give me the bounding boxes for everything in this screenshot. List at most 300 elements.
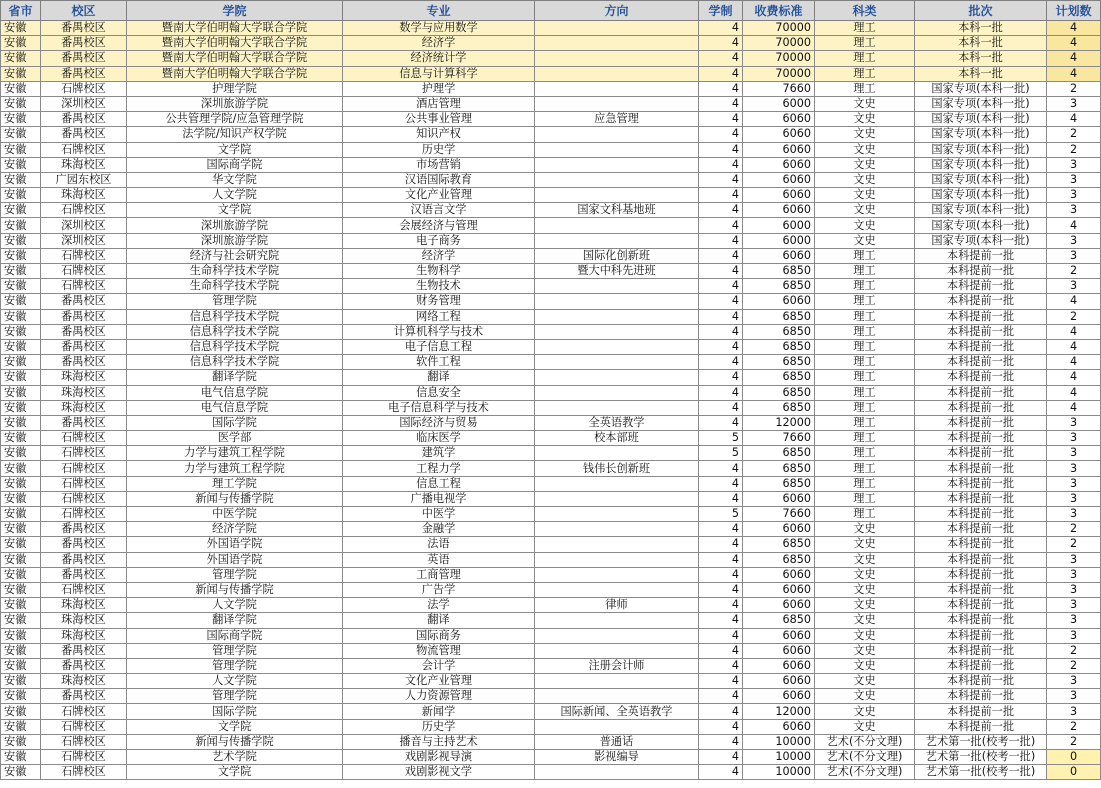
cell-direction	[535, 522, 699, 537]
cell-batch: 国家专项(本科一批)	[915, 142, 1047, 157]
cell-batch: 国家专项(本科一批)	[915, 188, 1047, 203]
table-row	[1, 203, 1101, 218]
cell-fee: 6060	[743, 142, 815, 157]
cell-campus: 番禺校区	[41, 552, 127, 567]
cell-batch: 本科提前一批	[915, 507, 1047, 522]
cell-province: 安徽	[1, 734, 41, 749]
cell-duration: 4	[699, 522, 743, 537]
table-row	[1, 734, 1101, 749]
cell-direction	[535, 81, 699, 96]
cell-major: 国际经济与贸易	[343, 415, 535, 430]
cell-plan: 3	[1047, 248, 1101, 263]
cell-fee: 6000	[743, 96, 815, 111]
cell-college: 电气信息学院	[127, 385, 343, 400]
cell-fee: 6850	[743, 537, 815, 552]
cell-fee: 6850	[743, 279, 815, 294]
cell-fee: 6060	[743, 248, 815, 263]
table-row	[1, 370, 1101, 385]
table-row	[1, 446, 1101, 461]
cell-plan: 3	[1047, 188, 1101, 203]
cell-fee: 12000	[743, 415, 815, 430]
cell-province: 安徽	[1, 674, 41, 689]
cell-major: 生物技术	[343, 279, 535, 294]
table-row	[1, 704, 1101, 719]
cell-major: 物流管理	[343, 643, 535, 658]
cell-college: 经济学院	[127, 522, 343, 537]
table-row	[1, 339, 1101, 354]
cell-campus: 珠海校区	[41, 400, 127, 415]
cell-plan: 3	[1047, 598, 1101, 613]
cell-category: 文史	[815, 582, 915, 597]
cell-batch: 本科一批	[915, 36, 1047, 51]
cell-college: 生命科学技术学院	[127, 279, 343, 294]
cell-fee: 70000	[743, 36, 815, 51]
cell-province: 安徽	[1, 21, 41, 36]
cell-direction	[535, 96, 699, 111]
cell-campus: 石牌校区	[41, 765, 127, 780]
cell-duration: 5	[699, 507, 743, 522]
cell-batch: 国家专项(本科一批)	[915, 81, 1047, 96]
cell-college: 文学院	[127, 719, 343, 734]
cell-college: 理工学院	[127, 476, 343, 491]
cell-province: 安徽	[1, 279, 41, 294]
cell-major: 英语	[343, 552, 535, 567]
cell-batch: 本科提前一批	[915, 400, 1047, 415]
cell-batch: 国家专项(本科一批)	[915, 203, 1047, 218]
cell-campus: 深圳校区	[41, 218, 127, 233]
cell-category: 理工	[815, 385, 915, 400]
cell-plan: 2	[1047, 719, 1101, 734]
cell-college: 暨南大学伯明翰大学联合学院	[127, 51, 343, 66]
cell-major: 护理学	[343, 81, 535, 96]
table-row	[1, 674, 1101, 689]
cell-direction	[535, 507, 699, 522]
cell-fee: 6850	[743, 613, 815, 628]
cell-college: 新闻与传播学院	[127, 491, 343, 506]
cell-category: 文史	[815, 689, 915, 704]
cell-plan: 2	[1047, 127, 1101, 142]
header-major: 专业	[343, 1, 535, 21]
cell-college: 公共管理学院/应急管理学院	[127, 112, 343, 127]
cell-category: 理工	[815, 446, 915, 461]
cell-major: 电子商务	[343, 233, 535, 248]
table-body	[1, 21, 1101, 780]
table-row	[1, 628, 1101, 643]
cell-province: 安徽	[1, 188, 41, 203]
cell-major: 戏剧影视导演	[343, 750, 535, 765]
cell-campus: 珠海校区	[41, 385, 127, 400]
cell-fee: 6850	[743, 370, 815, 385]
header-college: 学院	[127, 1, 343, 21]
cell-fee: 70000	[743, 66, 815, 81]
cell-campus: 珠海校区	[41, 370, 127, 385]
cell-fee: 6850	[743, 461, 815, 476]
cell-campus: 珠海校区	[41, 613, 127, 628]
cell-plan: 3	[1047, 431, 1101, 446]
cell-batch: 本科提前一批	[915, 339, 1047, 354]
cell-plan: 3	[1047, 567, 1101, 582]
cell-plan: 4	[1047, 112, 1101, 127]
cell-category: 文史	[815, 127, 915, 142]
table-row	[1, 233, 1101, 248]
table-row	[1, 582, 1101, 597]
cell-category: 理工	[815, 339, 915, 354]
cell-fee: 6850	[743, 400, 815, 415]
table-row	[1, 765, 1101, 780]
cell-province: 安徽	[1, 264, 41, 279]
cell-college: 管理学院	[127, 294, 343, 309]
cell-fee: 6850	[743, 476, 815, 491]
cell-category: 文史	[815, 628, 915, 643]
cell-plan: 0	[1047, 750, 1101, 765]
cell-duration: 4	[699, 598, 743, 613]
cell-campus: 石牌校区	[41, 264, 127, 279]
cell-major: 酒店管理	[343, 96, 535, 111]
cell-major: 公共事业管理	[343, 112, 535, 127]
cell-plan: 3	[1047, 476, 1101, 491]
cell-major: 计算机科学与技术	[343, 324, 535, 339]
cell-campus: 石牌校区	[41, 704, 127, 719]
cell-plan: 4	[1047, 385, 1101, 400]
cell-category: 理工	[815, 279, 915, 294]
cell-plan: 4	[1047, 51, 1101, 66]
cell-category: 文史	[815, 552, 915, 567]
cell-college: 艺术学院	[127, 750, 343, 765]
cell-duration: 4	[699, 704, 743, 719]
cell-duration: 4	[699, 582, 743, 597]
cell-campus: 番禺校区	[41, 658, 127, 673]
cell-direction	[535, 643, 699, 658]
cell-fee: 6060	[743, 203, 815, 218]
cell-college: 力学与建筑工程学院	[127, 446, 343, 461]
cell-batch: 本科提前一批	[915, 658, 1047, 673]
cell-duration: 4	[699, 127, 743, 142]
cell-plan: 4	[1047, 36, 1101, 51]
cell-college: 国际商学院	[127, 157, 343, 172]
cell-campus: 石牌校区	[41, 507, 127, 522]
cell-fee: 6060	[743, 491, 815, 506]
cell-batch: 本科提前一批	[915, 719, 1047, 734]
cell-fee: 6850	[743, 309, 815, 324]
cell-category: 文史	[815, 112, 915, 127]
cell-campus: 石牌校区	[41, 750, 127, 765]
cell-fee: 6850	[743, 264, 815, 279]
cell-direction	[535, 172, 699, 187]
cell-campus: 石牌校区	[41, 461, 127, 476]
cell-batch: 本科提前一批	[915, 461, 1047, 476]
cell-college: 国际学院	[127, 704, 343, 719]
cell-category: 理工	[815, 415, 915, 430]
header-province: 省市	[1, 1, 41, 21]
cell-major: 经济统计学	[343, 51, 535, 66]
cell-category: 理工	[815, 491, 915, 506]
cell-duration: 4	[699, 658, 743, 673]
cell-campus: 番禺校区	[41, 324, 127, 339]
table-row	[1, 21, 1101, 36]
cell-province: 安徽	[1, 719, 41, 734]
cell-direction: 应急管理	[535, 112, 699, 127]
cell-plan: 4	[1047, 21, 1101, 36]
cell-duration: 4	[699, 36, 743, 51]
cell-direction	[535, 127, 699, 142]
cell-plan: 2	[1047, 658, 1101, 673]
cell-campus: 深圳校区	[41, 233, 127, 248]
table-row	[1, 51, 1101, 66]
cell-college: 文学院	[127, 765, 343, 780]
cell-major: 建筑学	[343, 446, 535, 461]
cell-college: 深圳旅游学院	[127, 96, 343, 111]
cell-campus: 石牌校区	[41, 431, 127, 446]
cell-batch: 本科提前一批	[915, 537, 1047, 552]
cell-major: 人力资源管理	[343, 689, 535, 704]
cell-college: 管理学院	[127, 567, 343, 582]
cell-major: 工程力学	[343, 461, 535, 476]
cell-campus: 番禺校区	[41, 689, 127, 704]
cell-duration: 4	[699, 324, 743, 339]
cell-category: 文史	[815, 142, 915, 157]
cell-plan: 3	[1047, 552, 1101, 567]
cell-category: 文史	[815, 203, 915, 218]
cell-province: 安徽	[1, 598, 41, 613]
cell-campus: 广园东校区	[41, 172, 127, 187]
cell-duration: 4	[699, 491, 743, 506]
cell-category: 理工	[815, 461, 915, 476]
cell-college: 人文学院	[127, 188, 343, 203]
cell-college: 外国语学院	[127, 537, 343, 552]
cell-direction	[535, 385, 699, 400]
cell-province: 安徽	[1, 324, 41, 339]
cell-major: 国际商务	[343, 628, 535, 643]
table-row	[1, 507, 1101, 522]
cell-major: 信息与计算科学	[343, 66, 535, 81]
cell-duration: 4	[699, 142, 743, 157]
cell-fee: 6060	[743, 188, 815, 203]
cell-plan: 2	[1047, 537, 1101, 552]
cell-province: 安徽	[1, 643, 41, 658]
cell-plan: 2	[1047, 264, 1101, 279]
table-row	[1, 431, 1101, 446]
cell-major: 经济学	[343, 36, 535, 51]
cell-plan: 3	[1047, 233, 1101, 248]
cell-campus: 珠海校区	[41, 188, 127, 203]
cell-category: 文史	[815, 704, 915, 719]
cell-category: 文史	[815, 567, 915, 582]
cell-category: 理工	[815, 294, 915, 309]
cell-plan: 3	[1047, 461, 1101, 476]
cell-direction	[535, 476, 699, 491]
cell-direction	[535, 719, 699, 734]
cell-fee: 6850	[743, 552, 815, 567]
cell-plan: 2	[1047, 142, 1101, 157]
cell-batch: 本科提前一批	[915, 446, 1047, 461]
table-row	[1, 142, 1101, 157]
cell-direction	[535, 66, 699, 81]
cell-province: 安徽	[1, 704, 41, 719]
cell-duration: 4	[699, 203, 743, 218]
cell-campus: 深圳校区	[41, 96, 127, 111]
cell-province: 安徽	[1, 112, 41, 127]
cell-campus: 石牌校区	[41, 491, 127, 506]
cell-campus: 番禺校区	[41, 36, 127, 51]
cell-batch: 艺术第一批(校考一批)	[915, 734, 1047, 749]
cell-fee: 7660	[743, 431, 815, 446]
cell-category: 理工	[815, 264, 915, 279]
cell-campus: 珠海校区	[41, 157, 127, 172]
cell-major: 新闻学	[343, 704, 535, 719]
cell-college: 翻译学院	[127, 370, 343, 385]
cell-major: 戏剧影视文学	[343, 765, 535, 780]
cell-major: 法语	[343, 537, 535, 552]
cell-college: 国际学院	[127, 415, 343, 430]
cell-province: 安徽	[1, 537, 41, 552]
cell-category: 理工	[815, 476, 915, 491]
cell-plan: 2	[1047, 522, 1101, 537]
cell-college: 信息科学技术学院	[127, 355, 343, 370]
cell-province: 安徽	[1, 294, 41, 309]
cell-duration: 4	[699, 157, 743, 172]
cell-province: 安徽	[1, 218, 41, 233]
cell-batch: 本科提前一批	[915, 476, 1047, 491]
cell-fee: 6000	[743, 233, 815, 248]
cell-duration: 4	[699, 355, 743, 370]
cell-major: 文化产业管理	[343, 188, 535, 203]
cell-campus: 珠海校区	[41, 674, 127, 689]
cell-province: 安徽	[1, 750, 41, 765]
cell-batch: 国家专项(本科一批)	[915, 218, 1047, 233]
cell-plan: 3	[1047, 491, 1101, 506]
cell-batch: 本科提前一批	[915, 674, 1047, 689]
cell-plan: 3	[1047, 203, 1101, 218]
cell-fee: 6060	[743, 157, 815, 172]
cell-campus: 珠海校区	[41, 628, 127, 643]
cell-campus: 番禺校区	[41, 339, 127, 354]
table-row	[1, 279, 1101, 294]
cell-duration: 4	[699, 415, 743, 430]
cell-major: 知识产权	[343, 127, 535, 142]
cell-duration: 4	[699, 643, 743, 658]
cell-category: 文史	[815, 613, 915, 628]
cell-province: 安徽	[1, 127, 41, 142]
cell-major: 播音与主持艺术	[343, 734, 535, 749]
table-row	[1, 658, 1101, 673]
cell-direction	[535, 355, 699, 370]
cell-campus: 石牌校区	[41, 446, 127, 461]
cell-plan: 4	[1047, 294, 1101, 309]
cell-category: 文史	[815, 522, 915, 537]
cell-direction	[535, 582, 699, 597]
cell-major: 文化产业管理	[343, 674, 535, 689]
cell-province: 安徽	[1, 309, 41, 324]
cell-province: 安徽	[1, 142, 41, 157]
cell-category: 理工	[815, 81, 915, 96]
cell-category: 文史	[815, 537, 915, 552]
cell-plan: 4	[1047, 324, 1101, 339]
cell-fee: 6060	[743, 719, 815, 734]
cell-plan: 2	[1047, 734, 1101, 749]
cell-major: 电子信息科学与技术	[343, 400, 535, 415]
cell-direction: 校本部班	[535, 431, 699, 446]
cell-category: 理工	[815, 324, 915, 339]
cell-fee: 6060	[743, 643, 815, 658]
cell-college: 管理学院	[127, 689, 343, 704]
cell-batch: 本科提前一批	[915, 294, 1047, 309]
cell-batch: 本科提前一批	[915, 689, 1047, 704]
cell-major: 软件工程	[343, 355, 535, 370]
cell-college: 信息科学技术学院	[127, 339, 343, 354]
cell-fee: 6060	[743, 172, 815, 187]
cell-category: 理工	[815, 51, 915, 66]
header-direction: 方向	[535, 1, 699, 21]
cell-campus: 番禺校区	[41, 522, 127, 537]
cell-direction	[535, 400, 699, 415]
cell-major: 经济学	[343, 248, 535, 263]
cell-province: 安徽	[1, 400, 41, 415]
cell-plan: 3	[1047, 279, 1101, 294]
cell-campus: 番禺校区	[41, 309, 127, 324]
cell-plan: 3	[1047, 446, 1101, 461]
cell-province: 安徽	[1, 582, 41, 597]
table-row	[1, 264, 1101, 279]
cell-direction	[535, 294, 699, 309]
cell-province: 安徽	[1, 36, 41, 51]
table-row	[1, 643, 1101, 658]
cell-college: 国际商学院	[127, 628, 343, 643]
table-row	[1, 750, 1101, 765]
cell-fee: 6060	[743, 674, 815, 689]
cell-major: 临床医学	[343, 431, 535, 446]
table-row	[1, 81, 1101, 96]
cell-province: 安徽	[1, 567, 41, 582]
table-row	[1, 127, 1101, 142]
cell-plan: 3	[1047, 96, 1101, 111]
cell-major: 电子信息工程	[343, 339, 535, 354]
cell-category: 文史	[815, 658, 915, 673]
table-row	[1, 415, 1101, 430]
table-row	[1, 461, 1101, 476]
cell-campus: 珠海校区	[41, 598, 127, 613]
cell-province: 安徽	[1, 507, 41, 522]
cell-province: 安徽	[1, 81, 41, 96]
cell-category: 理工	[815, 21, 915, 36]
cell-college: 暨南大学伯明翰大学联合学院	[127, 21, 343, 36]
cell-plan: 2	[1047, 643, 1101, 658]
cell-college: 信息科学技术学院	[127, 309, 343, 324]
cell-province: 安徽	[1, 522, 41, 537]
cell-major: 网络工程	[343, 309, 535, 324]
cell-major: 历史学	[343, 719, 535, 734]
cell-province: 安徽	[1, 66, 41, 81]
cell-duration: 4	[699, 719, 743, 734]
cell-duration: 4	[699, 628, 743, 643]
cell-direction: 国际新闻、全英语教学	[535, 704, 699, 719]
cell-category: 理工	[815, 370, 915, 385]
cell-duration: 4	[699, 567, 743, 582]
table-row	[1, 552, 1101, 567]
cell-province: 安徽	[1, 552, 41, 567]
cell-fee: 6000	[743, 218, 815, 233]
table-row	[1, 172, 1101, 187]
cell-major: 金融学	[343, 522, 535, 537]
cell-duration: 4	[699, 66, 743, 81]
cell-campus: 石牌校区	[41, 279, 127, 294]
cell-batch: 艺术第一批(校考一批)	[915, 765, 1047, 780]
cell-direction	[535, 142, 699, 157]
cell-direction	[535, 628, 699, 643]
cell-duration: 5	[699, 446, 743, 461]
cell-duration: 4	[699, 188, 743, 203]
cell-direction: 全英语教学	[535, 415, 699, 430]
table-row	[1, 385, 1101, 400]
